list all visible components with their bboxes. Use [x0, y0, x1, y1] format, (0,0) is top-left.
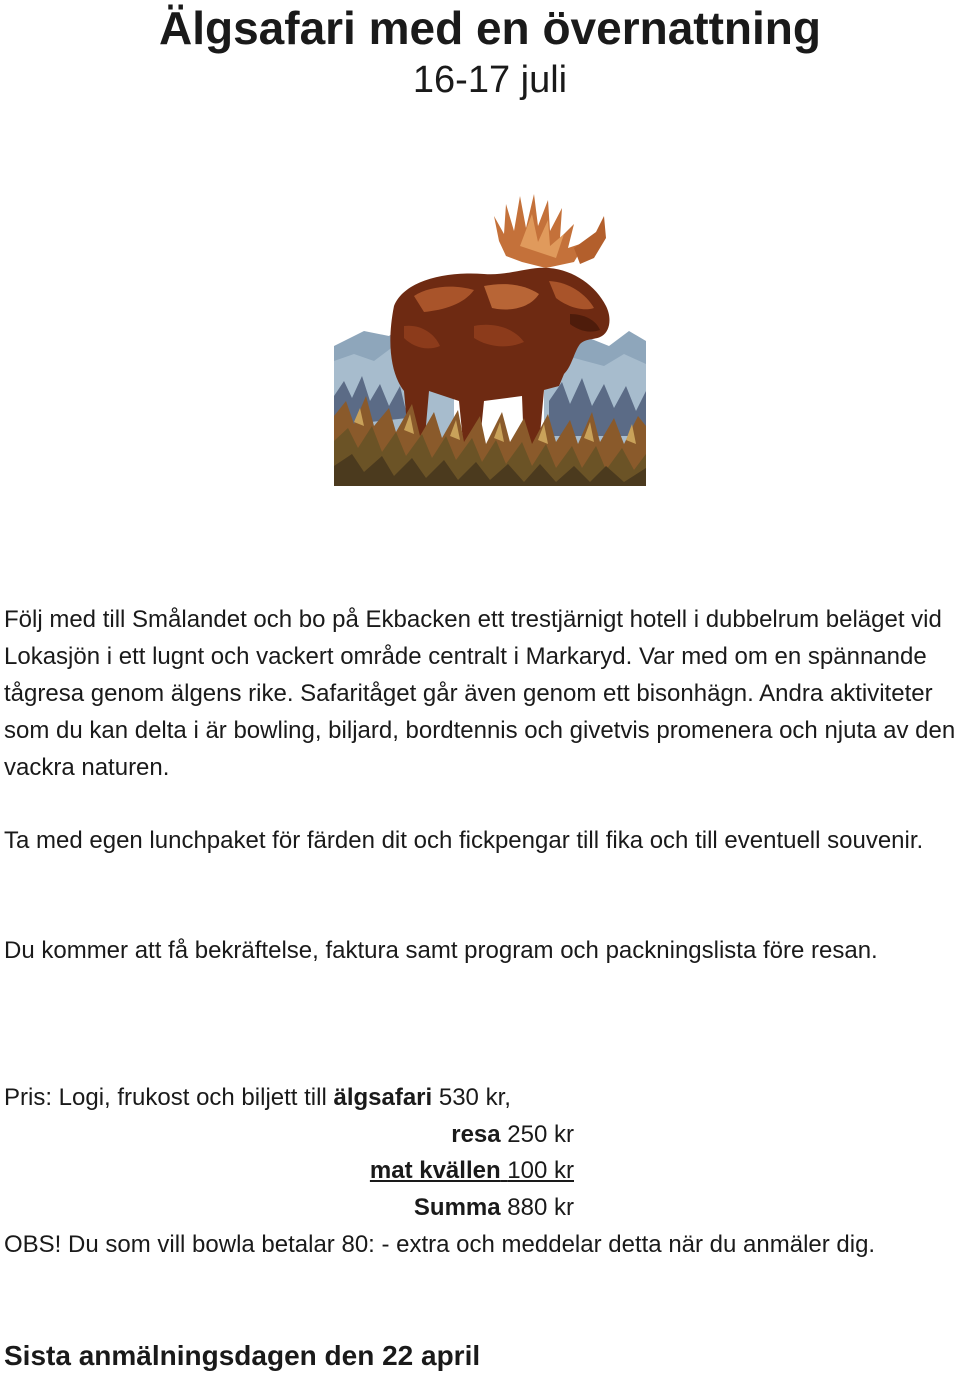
- price-row-travel: [451, 1116, 574, 1153]
- price-total-label: Summa: [413, 1194, 501, 1221]
- event-date: 16-17 juli: [412, 59, 568, 101]
- packing-paragraph: Ta med egen lunchpaket för färden dit och fickpengar till fika och till eventuell souvenir.: [4, 827, 924, 854]
- antler-shape: [574, 216, 606, 264]
- price-intro: Pris: Logi, frukost och biljett till: [4, 1084, 334, 1111]
- bowling-notice: OBS! Du som vill bowla betalar 80: - extra och meddelar detta när du anmäler dig.: [4, 1231, 876, 1258]
- price-intro-line: [4, 1079, 511, 1116]
- price-item-label: mat kvällen: [369, 1157, 501, 1184]
- price-row-dinner: [370, 1152, 574, 1189]
- registration-deadline: Sista anmälningsdagen den 22 april: [4, 1340, 481, 1371]
- page-title: Älgsafari med en övernattning: [158, 2, 821, 54]
- confirmation-paragraph: Du kommer att få bekräftelse, faktura samt program och packningslista före resan.: [4, 937, 878, 964]
- price-item-amount: 100 kr: [507, 1157, 574, 1184]
- price-total-amount: 880 kr: [507, 1194, 574, 1221]
- price-item-amount: 530 kr,: [438, 1084, 511, 1111]
- moose-icon: [334, 186, 646, 486]
- price-item-amount: 250 kr: [507, 1121, 574, 1148]
- price-item-label: resa: [451, 1121, 501, 1148]
- description-paragraph: Följ med till Smålandet och bo på Ekbacken ett trestjärnigt hotell i dubbelrum beläget vid Lokasjön i ett lugnt och vackert område centralt i Markaryd. Var med om en spännande tågresa genom älgens rike. Safaritåget går även genom ett bisonhägn. Andra aktiviteter som du kan delta i är bowling, biljard, bordtennis och givetvis promenera och njuta av den vackra naturen.: [4, 606, 956, 781]
- antler-shape: [494, 194, 586, 268]
- price-item-label: älgsafari: [333, 1084, 433, 1111]
- price-row-total: [414, 1189, 574, 1226]
